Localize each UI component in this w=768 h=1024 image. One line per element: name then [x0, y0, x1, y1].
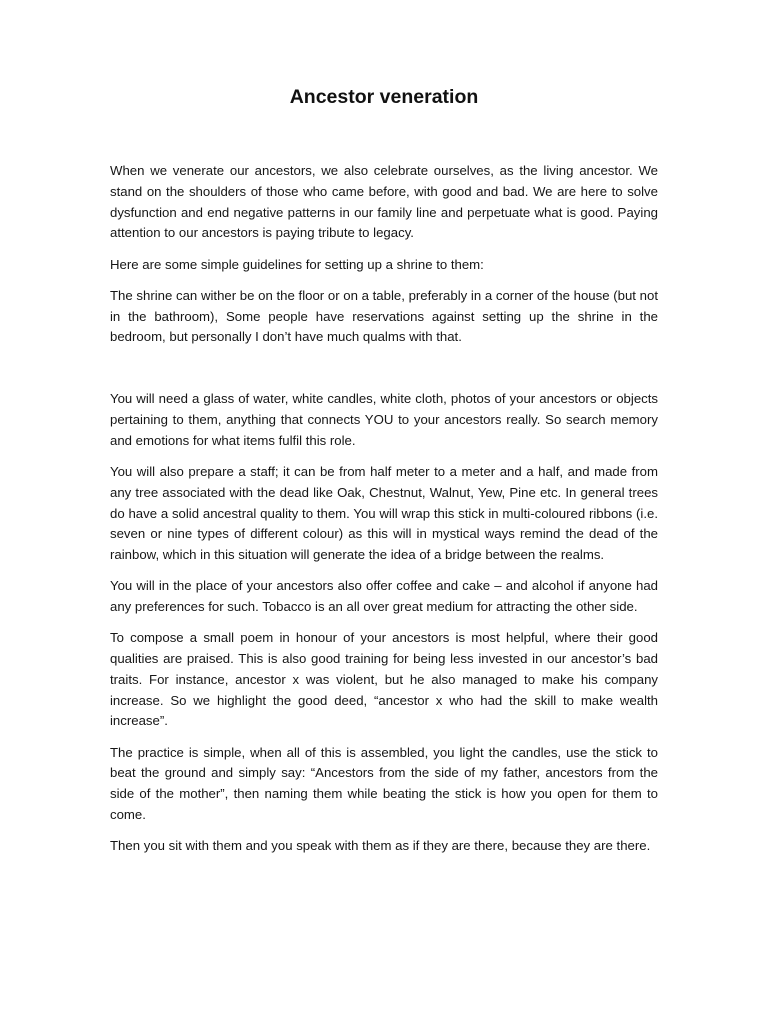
paragraph-staff: You will also prepare a staff; it can be from half meter to a meter and a half, and made from any tree associated with the dead like Oak, Chestnut, Walnut, Yew, Pine etc. In general trees do have a solid ancestral quality to them. You will wrap this stick in multi-coloured ribbons (i.e. seven or nine types of different colour) as this will in mystical ways remind the dead of the rainbow, which in this situation will generate the idea of a bridge between the realms.: [110, 463, 658, 563]
document-body: [110, 161, 658, 867]
paragraph-guidelines-intro: Here are some simple guidelines for setting up a shrine to them:: [110, 256, 484, 272]
paragraph-items-needed: You will need a glass of water, white candles, white cloth, photos of your ancestors or objects pertaining to them, anything that connects YOU to your ancestors really. So search memory and emotions for what items fulfil this role.: [110, 391, 658, 448]
paragraph-practice: The practice is simple, when all of this is assembled, you light the candles, use the stick to beat the ground and simply say: “Ancestors from the side of my father, ancestors from the side of the mother”, then naming them while beating the stick is how you open for them to come.: [110, 744, 658, 823]
paragraph-closing: Then you sit with them and you speak with them as if they are there, because they are there.: [110, 838, 651, 854]
paragraph-poem: To compose a small poem in honour of your ancestors is most helpful, where their good qualities are praised. This is also good training for being less invested in our ancestor’s bad traits. For instance, ancestor x was violent, but he also managed to make his company increase. So we highlight the good deed, “ancestor x who had the skill to make wealth increase”.: [110, 630, 658, 729]
paragraph-shrine-location: The shrine can wither be on the floor or on a table, preferably in a corner of the house (but not in the bathroom), Some people have reservations against setting up the shrine in the bedroom, but personally I don’t have much qualms with that.: [110, 287, 658, 345]
paragraph-intro: When we venerate our ancestors, we also celebrate ourselves, as the living ancestor. We stand on the shoulders of those who came before, with good and bad. We are here to solve dysfunction and end negative patterns in our family line and perpetuate what is good. Paying attention to our ancestors is paying tribute to legacy.: [110, 163, 658, 241]
document-title: Ancestor veneration: [289, 86, 479, 108]
paragraph-offerings: You will in the place of your ancestors also offer coffee and cake – and alcohol if anyone had any preferences for such. Tobacco is an all over great medium for attracting the other side.: [110, 578, 658, 615]
